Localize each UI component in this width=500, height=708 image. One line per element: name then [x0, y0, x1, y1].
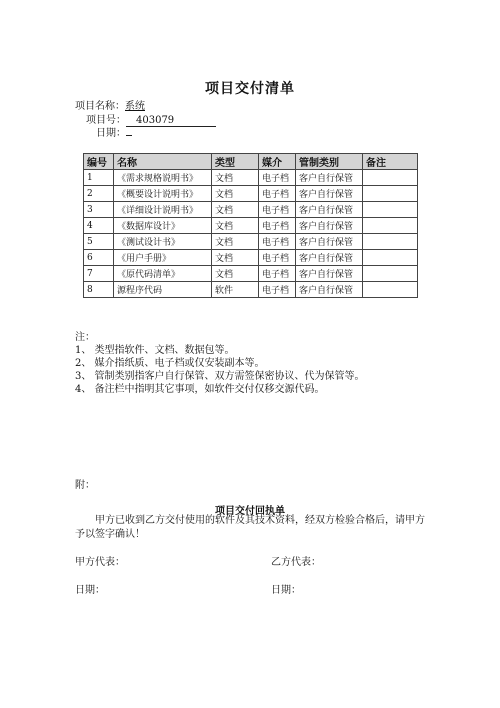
project-name-label: 项目名称： — [75, 101, 125, 112]
table-row — [84, 250, 418, 266]
cell-control-category: 客户自行保管 — [296, 202, 363, 218]
table-row — [84, 266, 418, 282]
table-row — [84, 234, 418, 250]
header-medium: 媒介 — [259, 154, 296, 170]
header-number: 编号 — [84, 154, 114, 170]
header-type: 类型 — [212, 154, 259, 170]
notes-section — [75, 331, 365, 396]
table-row — [84, 218, 418, 234]
note-item: 1、 类型指软件、文档、数据包等。 — [75, 345, 235, 356]
cell-control-category: 客户自行保管 — [296, 234, 363, 250]
cell-medium: 电子档 — [259, 202, 296, 218]
delivery-table — [83, 153, 418, 298]
table-header-row — [84, 154, 418, 170]
cell-number: 8 — [84, 282, 114, 298]
cell-medium: 电子档 — [259, 234, 296, 250]
project-name-line — [75, 100, 145, 114]
attachment-label: 附： — [75, 480, 95, 491]
cell-name: 《测试设计书》 — [114, 234, 212, 250]
cell-remarks — [363, 218, 418, 234]
project-number-line — [86, 114, 216, 128]
cell-number: 1 — [84, 170, 114, 186]
project-number-value: 403079 — [126, 115, 216, 127]
cell-number: 5 — [84, 234, 114, 250]
cell-name: 《需求规格说明书》 — [114, 170, 212, 186]
document-title: 项目交付清单 — [205, 81, 295, 97]
table-row — [84, 186, 418, 202]
cell-name: 源程序代码 — [114, 282, 212, 298]
cell-control-category: 客户自行保管 — [296, 250, 363, 266]
notes-heading: 注： — [75, 332, 95, 343]
cell-medium: 电子档 — [259, 170, 296, 186]
cell-name: 《用户手册》 — [114, 250, 212, 266]
receipt-title: 项目交付回执单 — [215, 506, 285, 517]
cell-control-category: 客户自行保管 — [296, 218, 363, 234]
cell-control-category: 客户自行保管 — [296, 170, 363, 186]
receipt-body: 甲方已收到乙方交付使用的软件及其技术资料，经双方检验合格后，请甲方予以签字确认！ — [75, 515, 425, 540]
project-number-label: 项目号： — [86, 115, 126, 126]
note-item: 3、 管制类别指客户自行保管、双方需签保密协议、代为保管等。 — [75, 371, 365, 382]
cell-name: 《数据库设计》 — [114, 218, 212, 234]
header-control-category: 管制类别 — [296, 154, 363, 170]
cell-name: 《详细设计说明书》 — [114, 202, 212, 218]
cell-name: 《原代码清单》 — [114, 266, 212, 282]
cell-remarks — [363, 266, 418, 282]
cell-type: 文档 — [212, 186, 259, 202]
cell-medium: 电子档 — [259, 186, 296, 202]
table-row — [84, 170, 418, 186]
cell-number: 6 — [84, 250, 114, 266]
cell-control-category: 客户自行保管 — [296, 282, 363, 298]
cell-control-category: 客户自行保管 — [296, 266, 363, 282]
note-item: 2、 媒介指纸质、电子档或仅安装副本等。 — [75, 358, 265, 369]
header-remarks: 备注 — [363, 154, 418, 170]
cell-number: 4 — [84, 218, 114, 234]
note-item: 4、 备注栏中指明其它事项，如软件交付仅移交源代码。 — [75, 384, 325, 395]
cell-type: 文档 — [212, 234, 259, 250]
party-a-date: 日期： — [75, 585, 105, 596]
cell-type: 文档 — [212, 170, 259, 186]
date-label: 日期： — [96, 128, 126, 139]
cell-type: 文档 — [212, 202, 259, 218]
cell-remarks — [363, 282, 418, 298]
cell-number: 3 — [84, 202, 114, 218]
cell-name: 《概要设计说明书》 — [114, 186, 212, 202]
cell-control-category: 客户自行保管 — [296, 186, 363, 202]
date-value — [126, 135, 132, 136]
cell-type: 文档 — [212, 218, 259, 234]
cell-medium: 电子档 — [259, 266, 296, 282]
cell-medium: 电子档 — [259, 250, 296, 266]
cell-remarks — [363, 234, 418, 250]
table-row — [84, 202, 418, 218]
cell-remarks — [363, 250, 418, 266]
cell-medium: 电子档 — [259, 282, 296, 298]
party-a-representative: 甲方代表： — [75, 557, 125, 568]
table-row — [84, 282, 418, 298]
party-b-representative: 乙方代表： — [271, 557, 321, 568]
cell-number: 7 — [84, 266, 114, 282]
cell-type: 文档 — [212, 250, 259, 266]
party-b-date: 日期： — [271, 585, 301, 596]
cell-number: 2 — [84, 186, 114, 202]
cell-medium: 电子档 — [259, 218, 296, 234]
cell-type: 软件 — [212, 282, 259, 298]
cell-remarks — [363, 202, 418, 218]
cell-type: 文档 — [212, 266, 259, 282]
date-line — [96, 127, 132, 141]
header-name: 名称 — [114, 154, 212, 170]
cell-remarks — [363, 186, 418, 202]
cell-remarks — [363, 170, 418, 186]
project-name-value: 系统 — [125, 101, 145, 112]
